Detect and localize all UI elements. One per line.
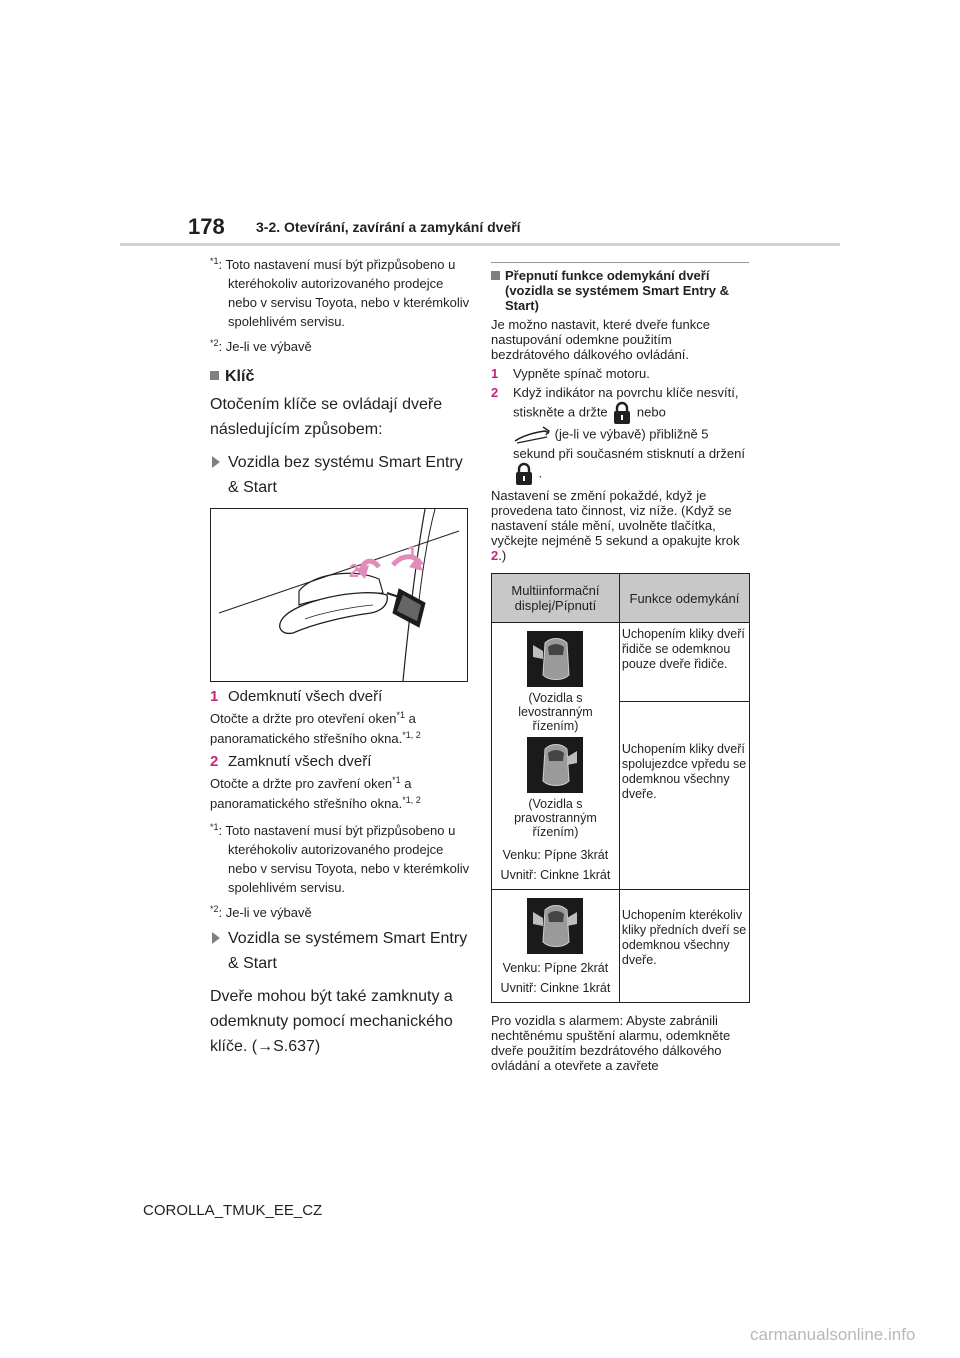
mechanical-key-text: Dveře mohou být také zamknuty a odemknuty pomocí mechanického klíče. (→S.637): [210, 988, 453, 1055]
footnote-2: $^{*2}$: Je-li ve výbavě: [210, 338, 312, 354]
change-note: Nastavení se změní pokaždé, když je provedena tato činnost, viz níže. (Když se nastavení stále mění, uvolněte tlačítka, vyčkejte nejméně 5 sekund a opakujte krok 2.): [491, 488, 740, 563]
step-1-text: Otočte a držte pro otevření oken$^{*1}$ a panoramatického střešního okna.$^{*1, 2}$: [210, 710, 421, 746]
header-rule: [120, 243, 840, 246]
lock-icon: [513, 462, 535, 486]
footnote-4: $^{*2}$: Je-li ve výbavě: [210, 904, 312, 920]
smart-entry-heading: Vozidla se systémem Smart Entry & Start: [210, 926, 472, 976]
step-2-text: Otočte a držte pro zavření oken$^{*1}$ a panoramatického střešního okna.$^{*1, 2}$: [210, 775, 421, 811]
footnote-1: $^{*1}$: Toto nastavení musí být přizpůsobeno u kteréhokoliv autorizovaného prodejce nebo v servisu Toyota, nebo v kterémkoliv spolehlivém servisu.: [210, 256, 470, 329]
section-title: 3-2. Otevírání, zavírání a zamykání dveří: [256, 219, 521, 235]
left-column: [210, 252, 472, 1067]
key-door-illustration: [210, 508, 468, 682]
car-door-lhd-image: [527, 631, 583, 687]
unlock-intro: Je možno nastavit, které dveře funkce nastupování odemkne použitím bezdrátového dálkového ovládání.: [491, 317, 710, 362]
beep-info-2: Venku: Pípne 2krát Uvnitř: Cinkne 1krát: [500, 961, 611, 995]
lock-icon: [611, 401, 633, 425]
table-row: [492, 890, 750, 1003]
figure-label-1: 1: [407, 543, 418, 563]
key-intro: Otočením klíče se ovládají dveře následujícím způsobem:: [210, 396, 443, 438]
document-code: COROLLA_TMUK_EE_CZ: [143, 1202, 323, 1219]
table-header-row: [492, 574, 750, 623]
unlock-function-heading: Přepnutí funkce odemykání dveří (vozidla se systémem Smart Entry & Start): [491, 268, 753, 313]
key-heading: Klíč: [210, 368, 472, 386]
table-cell-display-1: [492, 623, 620, 890]
triangle-bullet-icon: [212, 932, 220, 944]
footnote-3: $^{*1}$: Toto nastavení musí být přizpůsobeno u kteréhokoliv autorizovaného prodejce nebo v servisu Toyota, nebo v kterémkoliv spolehlivém servisu.: [210, 822, 470, 895]
figure-label-2: 2: [349, 561, 360, 581]
trunk-icon: [513, 425, 551, 445]
page-number: 178: [188, 214, 225, 239]
table-header-display: Multiinformační displej/Pípnutí: [492, 574, 620, 623]
step-1-title: 1 Odemknutí všech dveří: [210, 688, 383, 705]
table-cell-display-2: [492, 890, 620, 1003]
right-step-1: 1 Vypněte spínač motoru.: [491, 366, 650, 381]
beep-info-1: Venku: Pípne 3krát Uvnitř: Cinkne 1krát: [500, 848, 611, 882]
step-2-title: 2 Zamknutí všech dveří: [210, 753, 372, 770]
table-header-function: Funkce odemykání: [619, 574, 749, 623]
caption-rhd: (Vozidla s pravostranným řízením): [514, 797, 597, 839]
table-cell-function-1a: Uchopením kliky dveří řidiče se odemknou pouze dveře řidiče.: [619, 623, 749, 702]
no-smart-entry-heading: Vozidla bez systému Smart Entry & Start: [210, 450, 472, 500]
caption-lhd: (Vozidla s levostranným řízením): [518, 691, 593, 733]
page-header: [0, 0, 960, 250]
unlock-settings-table: [491, 573, 750, 1003]
door-handle-key-drawing: [211, 509, 467, 681]
section-divider: [491, 262, 749, 263]
square-bullet-icon: [491, 271, 500, 280]
table-cell-function-1b: Uchopením kliky dveří spolujezdce vpředu se odemknou všechny dveře.: [619, 702, 749, 890]
table-cell-function-2: Uchopením kterékoliv kliky předních dveří se odemknou všechny dveře.: [619, 890, 749, 1003]
car-all-doors-image: [527, 898, 583, 954]
watermark: carmanualsonline.info: [750, 1325, 916, 1344]
alarm-note: Pro vozidla s alarmem: Abyste zabránili nechtěnému spuštění alarmu, odemkněte dveře použitím bezdrátového dálkového ovládání a otevřete a zavřete: [491, 1013, 731, 1073]
square-bullet-icon: [210, 371, 219, 380]
right-step-2: 2 Když indikátor na povrchu klíče nesvítí, stiskněte a držte nebo (je-li ve výbavě) přibližně 5 sekund při současném stisknutí a držení .: [491, 384, 753, 486]
triangle-bullet-icon: [212, 456, 220, 468]
car-door-rhd-image: [527, 737, 583, 793]
table-row: [492, 623, 750, 702]
right-column: [491, 262, 753, 1086]
